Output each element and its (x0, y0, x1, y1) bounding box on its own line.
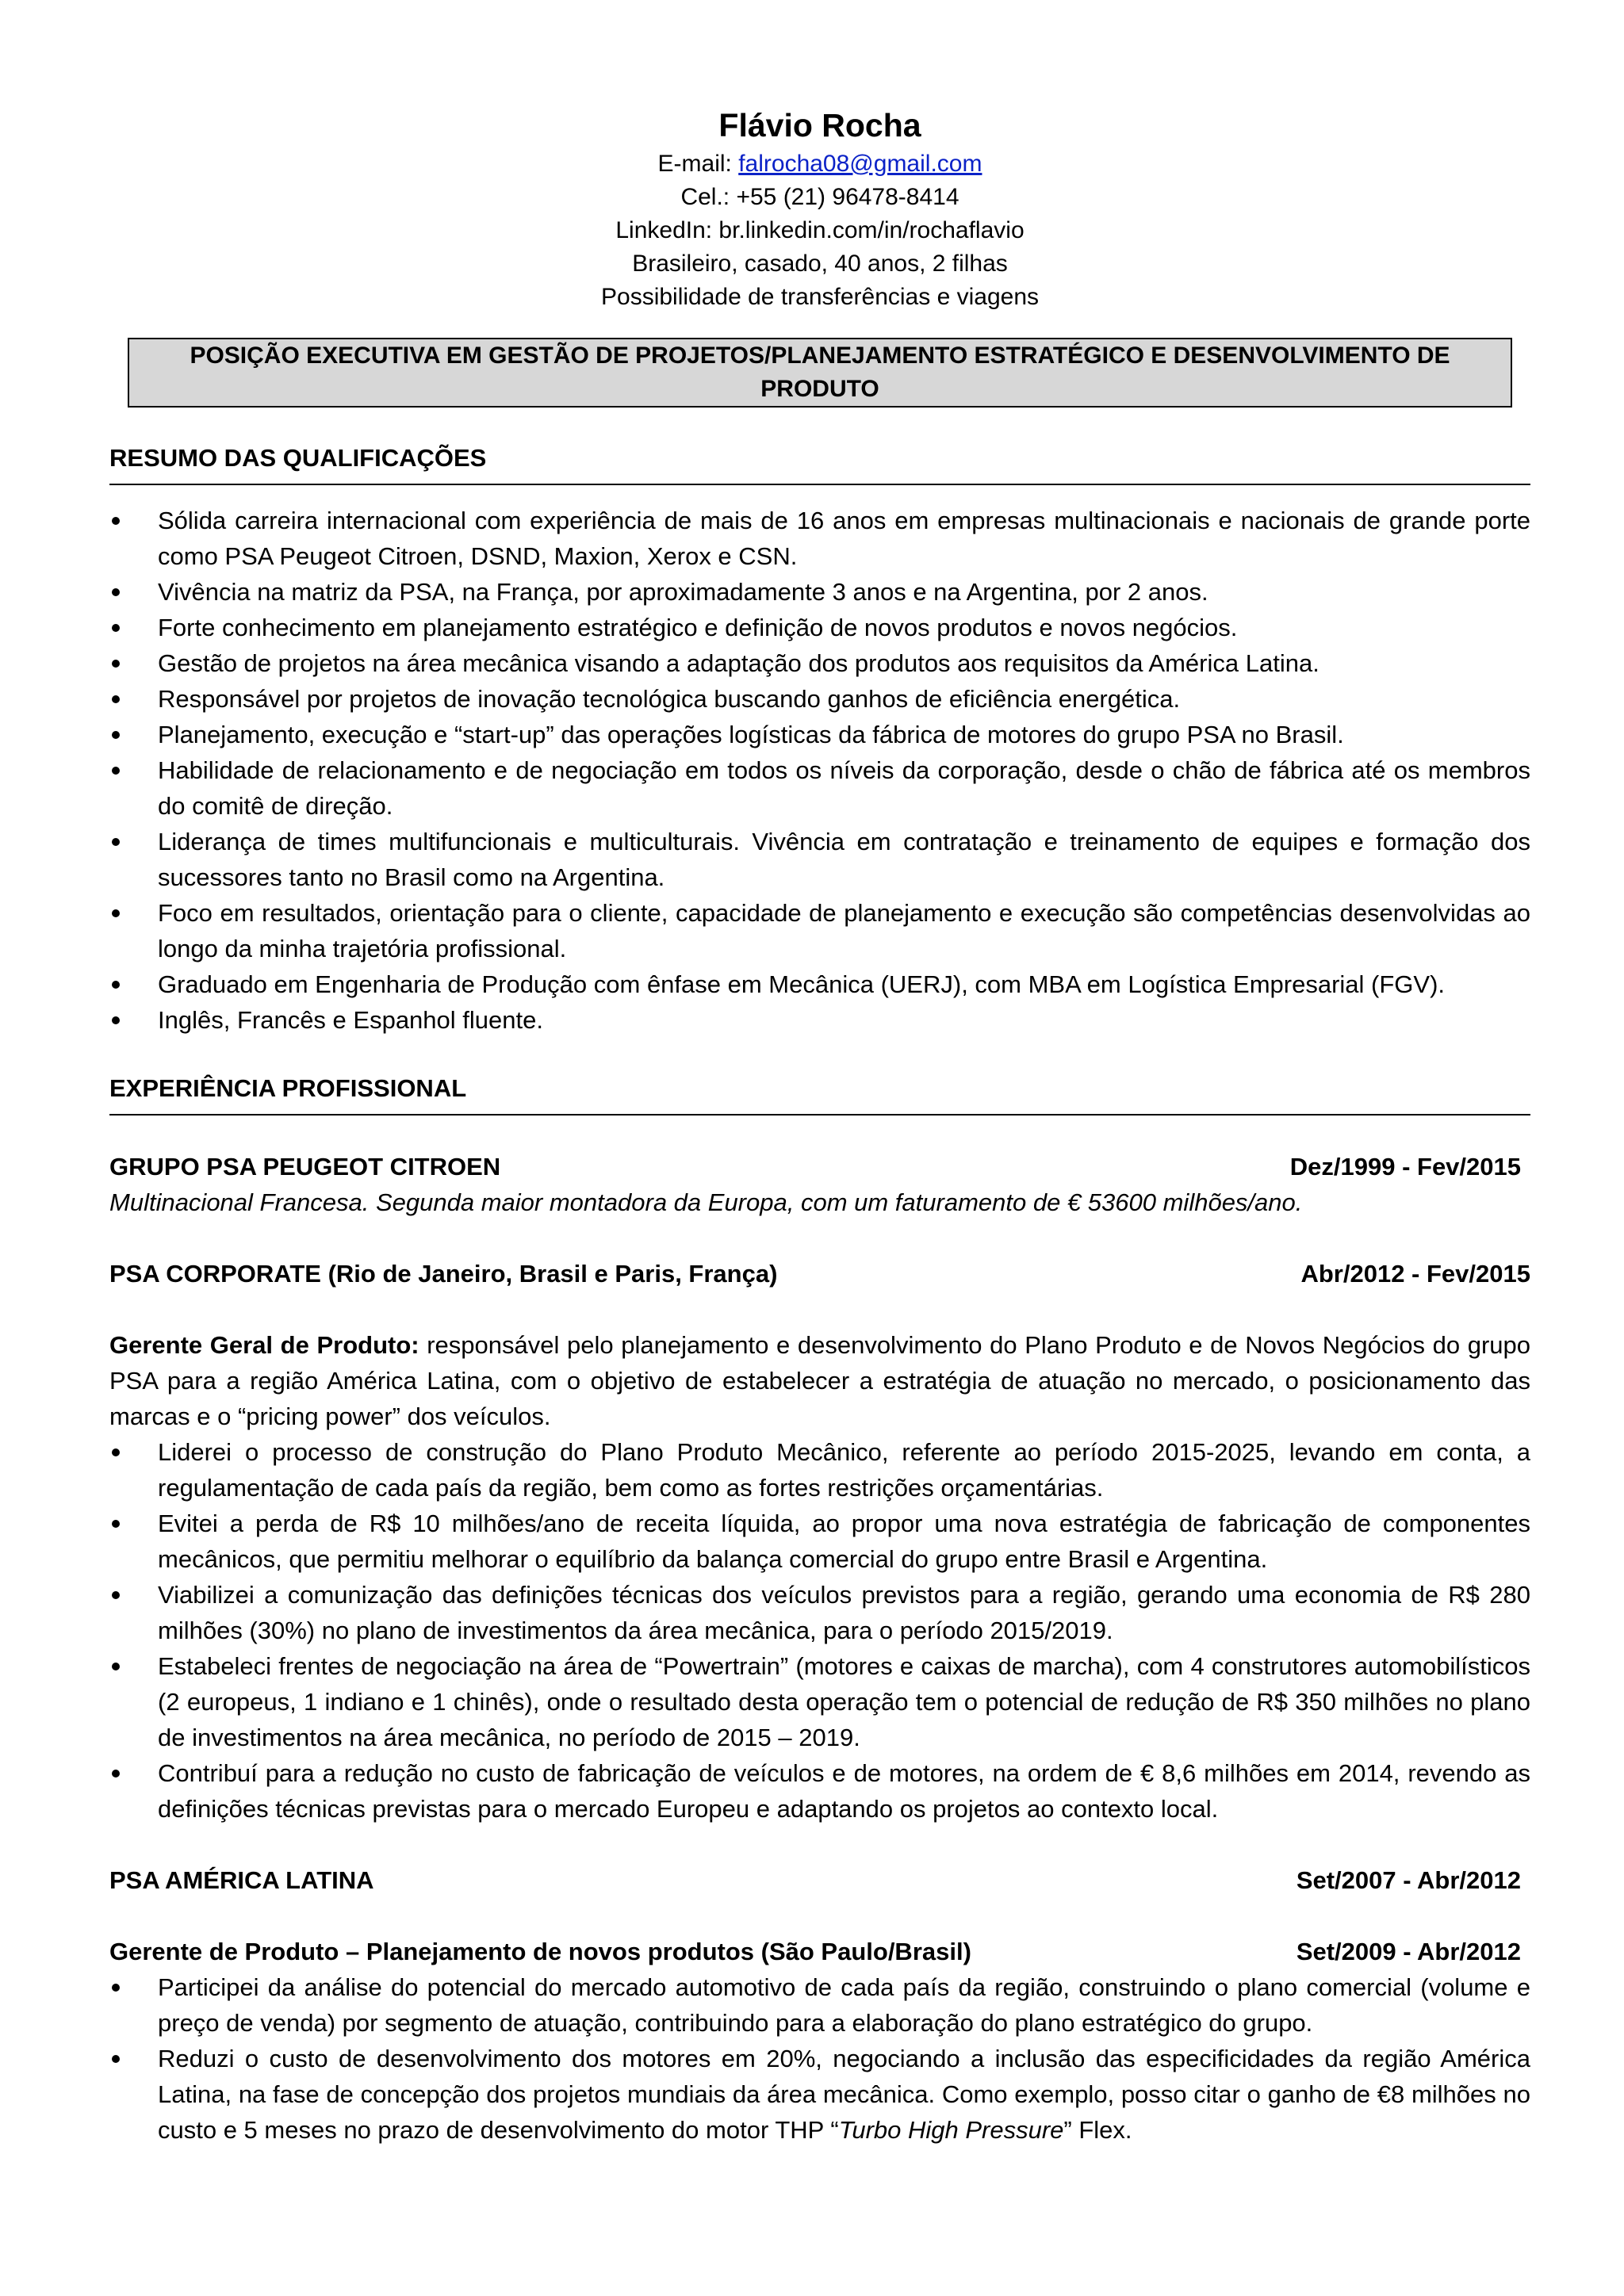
company-name: GRUPO PSA PEUGEOT CITROEN (109, 1153, 501, 1181)
list-item: Evitei a perda de R$ 10 milhões/ano de receita líquida, ao propor uma nova estratégia de fabricação de componentes mecânicos, que permitiu melhorar o equilíbrio da balança comercial do grupo entre Brasil e Argentina. (109, 1506, 1530, 1577)
email-link[interactable]: falrocha08@gmail.com (738, 151, 982, 177)
list-item: Liderei o processo de construção do Plano Produto Mecânico, referente ao período 2015-2025, levando em conta, a regulamentação de cada país da região, bem como as fortes restrições orçamentárias. (109, 1434, 1530, 1506)
company-row (109, 1149, 1530, 1184)
linkedin-line: LinkedIn: br.linkedin.com/in/rochaflavio (615, 217, 1025, 243)
corporate-row (109, 1256, 1530, 1292)
company-dates: Dez/1999 - Fev/2015 (1289, 1153, 1521, 1181)
list-item-text-end: ” Flex. (1063, 2116, 1132, 2144)
personal-info-line: Brasileiro, casado, 40 anos, 2 filhas (632, 251, 1008, 277)
list-item-emphasis: Turbo High Pressure (838, 2116, 1064, 2144)
list-item: Estabeleci frentes de negociação na área de “Powertrain” (motores e caixas de marcha), com 4 construtores automobilísticos (2 europeus, 1 indiano e 1 chinês), onde o resultado desta operação tem o potencial de redução de R$ 350 milhões no plano de investimentos na área mecânica, no período de 2015 – 2019. (109, 1648, 1530, 1755)
corporate-achievements-list (109, 1434, 1530, 1827)
latam-role-title: Gerente de Produto – Planejamento de novos produtos (São Paulo/Brasil) (109, 1938, 971, 1965)
corporate-role-description: responsável pelo planejamento e desenvolvimento do Plano Produto e de Novos Negócios do grupo PSA para a região América Latina, com o objetivo de estabelecer a estratégia de atuação no mercado, o posicionamento das marcas e o “pricing power” dos veículos. (109, 1331, 1531, 1430)
list-item: Participei da análise do potencial do mercado automotivo de cada país da região, construindo o plano comercial (volume e preço de venda) por segmento de atuação, contribuindo para a elaboração do plano estratégico do grupo. (109, 1969, 1530, 2041)
email-label: E-mail: (657, 151, 739, 177)
latam-dates: Set/2007 - Abr/2012 (1296, 1866, 1521, 1894)
list-item: Responsável por projetos de inovação tecnológica buscando ganhos de eficiência energética. (109, 681, 1530, 717)
summary-list (109, 503, 1530, 1038)
latam-achievements-list (109, 1969, 1530, 2148)
objective-banner: POSIÇÃO EXECUTIVA EM GESTÃO DE PROJETOS/PLANEJAMENTO ESTRATÉGICO E DESENVOLVIMENTO DE PRODUTO (128, 338, 1512, 408)
candidate-name: Flávio Rocha (718, 107, 921, 144)
phone-line: Cel.: +55 (21) 96478-8414 (680, 184, 959, 210)
latam-unit-name: PSA AMÉRICA LATINA (109, 1866, 374, 1894)
list-item-text: Reduzi o custo de desenvolvimento dos motores em 20%, negociando a inclusão das especificidades da região América Latina, na fase de concepção dos projetos mundiais da área mecânica. Como exemplo, posso citar o ganho de €8 milhões no custo e 5 meses no prazo de desenvolvimento do motor THP “ (158, 2045, 1530, 2144)
header (109, 0, 1530, 314)
email-line (109, 147, 1530, 181)
latam-row (109, 1862, 1530, 1898)
resume-page (109, 0, 1530, 2148)
summary-section-title: RESUMO DAS QUALIFICAÇÕES (109, 441, 1530, 485)
list-item (109, 2041, 1530, 2148)
list-item: Habilidade de relacionamento e de negociação em todos os níveis da corporação, desde o chão de fábrica até os membros do comitê de direção. (109, 752, 1530, 824)
list-item: Inglês, Francês e Espanhol fluente. (109, 1002, 1530, 1038)
list-item: Vivência na matriz da PSA, na França, por aproximadamente 3 anos e na Argentina, por 2 anos. (109, 574, 1530, 610)
list-item: Foco em resultados, orientação para o cliente, capacidade de planejamento e execução são competências desenvolvidas ao longo da minha trajetória profissional. (109, 895, 1530, 966)
list-item: Liderança de times multifuncionais e multiculturais. Vivência em contratação e treinamento de equipes e formação dos sucessores tanto no Brasil como na Argentina. (109, 824, 1530, 895)
company-description: Multinacional Francesa. Segunda maior montadora da Europa, com um faturamento de € 53600 milhões/ano. (109, 1188, 1303, 1216)
experience-section-title: EXPERIÊNCIA PROFISSIONAL (109, 1071, 1530, 1115)
list-item: Contribuí para a redução no custo de fabricação de veículos e de motores, na ordem de € 8,6 milhões em 2014, revendo as definições técnicas previstas para o mercado Europeu e adaptando os projetos ao contexto local. (109, 1755, 1530, 1827)
corporate-role-paragraph (109, 1327, 1530, 1434)
list-item: Sólida carreira internacional com experiência de mais de 16 anos em empresas multinacionais e nacionais de grande porte como PSA Peugeot Citroen, DSND, Maxion, Xerox e CSN. (109, 503, 1530, 574)
mobility-line: Possibilidade de transferências e viagens (601, 284, 1039, 310)
latam-role-row (109, 1934, 1530, 1969)
latam-role-dates: Set/2009 - Abr/2012 (1296, 1938, 1521, 1965)
list-item: Gestão de projetos na área mecânica visando a adaptação dos produtos aos requisitos da América Latina. (109, 645, 1530, 681)
list-item: Graduado em Engenharia de Produção com ênfase em Mecânica (UERJ), com MBA em Logística Empresarial (FGV). (109, 966, 1530, 1002)
corporate-unit-name: PSA CORPORATE (Rio de Janeiro, Brasil e Paris, França) (109, 1260, 778, 1288)
list-item: Viabilizei a comunização das definições técnicas dos veículos previstos para a região, gerando uma economia de R$ 280 milhões (30%) no plano de investimentos da área mecânica, para o período 2015/2019. (109, 1577, 1530, 1648)
corporate-role-title: Gerente Geral de Produto: (109, 1331, 419, 1359)
list-item: Forte conhecimento em planejamento estratégico e definição de novos produtos e novos negócios. (109, 610, 1530, 645)
list-item: Planejamento, execução e “start-up” das operações logísticas da fábrica de motores do grupo PSA no Brasil. (109, 717, 1530, 752)
corporate-dates: Abr/2012 - Fev/2015 (1300, 1260, 1530, 1288)
